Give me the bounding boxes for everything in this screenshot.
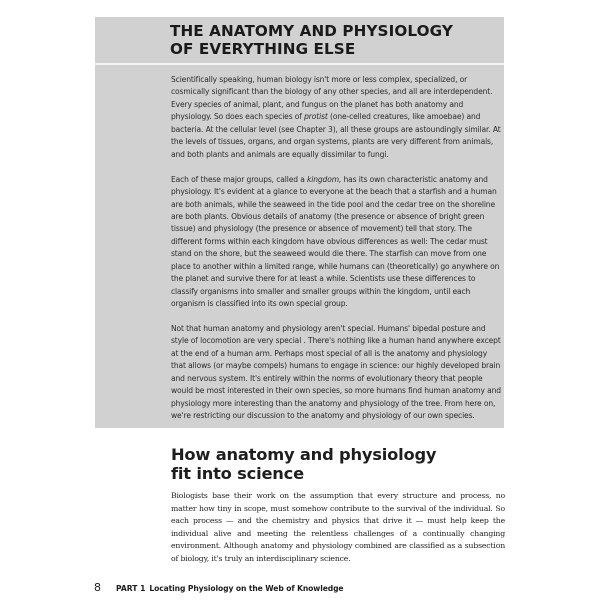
part-title: Locating Physiology on the Web of Knowledge	[149, 584, 344, 593]
body-paragraph: Biologists base their work on the assumption that every structure and process, no matter how tiny in scope, must somehow contribute to the survival of the individual. So each process — and the chemistry and physics that drive it — must help keep the individual alive and meeting the relentless challenges of a continually changing environment. Although anatomy and physiology combined are classified as a subsection of biology, it's truly an interdisciplinary science.	[171, 491, 505, 563]
sidebar-paragraph	[171, 74, 501, 161]
part-label: PART 1	[116, 584, 146, 593]
term-protist: protist	[304, 112, 328, 122]
text-run: Each of these major groups, called a	[171, 174, 307, 184]
section-heading-line1: How anatomy and physiology	[171, 445, 437, 464]
sidebar-title-line1: THE ANATOMY AND PHYSIOLOGY	[170, 22, 453, 40]
sidebar-title-band	[95, 17, 504, 65]
section-heading-line2: fit into science	[171, 464, 304, 483]
text-run: Scientifically speaking, human biology isn't more or less complex, specialized, or cosmically significant than the biology of any other species, and all are interdependent. Every species of animal, plant, and fungus on the planet has both anatomy and physiology. So does each species of	[171, 75, 493, 122]
sidebar-body	[171, 74, 501, 423]
page-footer	[94, 581, 343, 595]
text-run: Not that human anatomy and physiology aren't special. Humans' bipedal posture and style of locomotion are very special . There's nothing like a human hand anywhere except at the end of a human arm. Perhaps most special of all is the anatomy and physiology that allows (or maybe compels) humans to engage in science: our highly developed brain and nervous system. It's entirely within the norms of evolutionary theory that people would be most interested in their own species, so more humans find human anatomy and physiology more interesting than the anatomy and physiology of the tree. From here on, we're restricting our discussion to the anatomy and physiology of our own species.	[171, 324, 501, 421]
section-heading	[171, 445, 501, 483]
sidebar-paragraph	[171, 174, 501, 311]
sidebar-paragraph	[171, 323, 501, 423]
page-number: 8	[94, 581, 101, 594]
term-kingdom: kingdom,	[306, 174, 342, 184]
sidebar-title	[170, 22, 490, 58]
text-run: (one-celled creatures, like amoebae) and bacteria. At the cellular level (see Chapter 3), all these groups are astoundingly similar. At the levels of tissues, organs, and organ systems, plants are very different from animals, and both plants and animals are equally dissimilar to fungi.	[171, 112, 501, 159]
text-run: has its own characteristic anatomy and physiology. It's evident at a glance to everyone at the beach that a starfish and a human are both animals, while the seaweed in the tide pool and the cedar tree on the shoreline are both plants. Obvious details of anatomy (the presence or absence of bright green tissue) and physiology (the presence or absence of movement) tell that story. The different forms within each kingdom have obvious differences as well: The cedar must stand on the shore, but the seaweed would die there. The starfish can move from one place to another within a limited range, while humans can (theoretically) go anywhere on the planet and survive there for at least a while. Scientists use these differences to classify organisms into smaller and smaller groups within the kingdom, until each organism is classified into its own special group.	[171, 174, 500, 309]
sidebar-box	[95, 17, 504, 428]
sidebar-title-line2: OF EVERYTHING ELSE	[170, 40, 356, 58]
